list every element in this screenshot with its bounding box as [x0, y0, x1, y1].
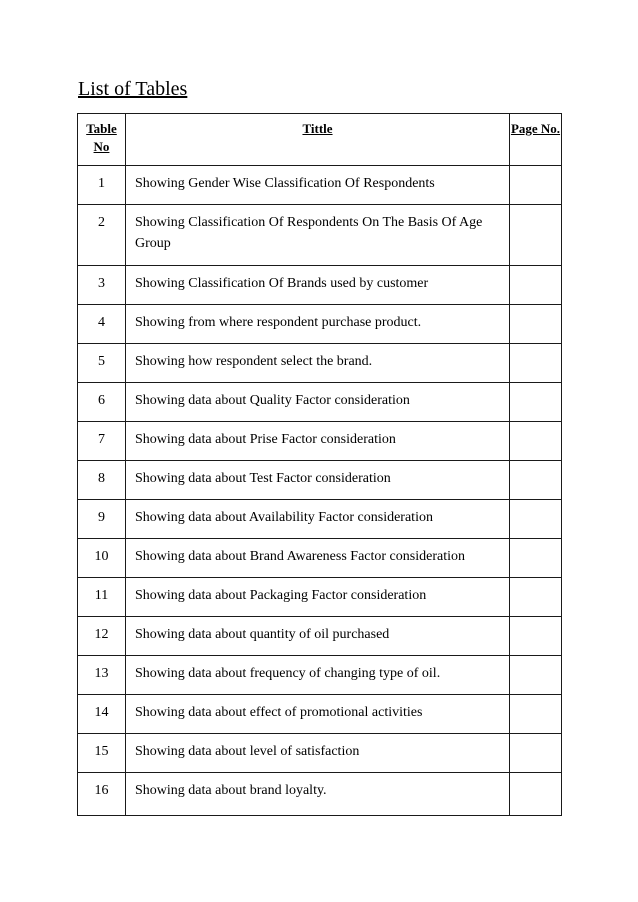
- page-number-cell: [510, 166, 562, 205]
- table-row: [78, 500, 562, 539]
- table-title-cell: Showing data about Packaging Factor consideration: [126, 578, 510, 617]
- table-number-cell: 15: [78, 734, 126, 773]
- table-number-cell: 10: [78, 539, 126, 578]
- table-title-cell: Showing from where respondent purchase product.: [126, 305, 510, 344]
- page-number-cell: [510, 205, 562, 266]
- table-number-cell: 5: [78, 344, 126, 383]
- page-number-cell: [510, 695, 562, 734]
- page-number-cell: [510, 617, 562, 656]
- table-number-cell: 7: [78, 422, 126, 461]
- page-number-cell: [510, 773, 562, 816]
- table-title-cell: Showing data about brand loyalty.: [126, 773, 510, 816]
- table-row: [78, 205, 562, 266]
- table-title-cell: Showing Gender Wise Classification Of Respondents: [126, 166, 510, 205]
- table-row: [78, 539, 562, 578]
- table-number-cell: 1: [78, 166, 126, 205]
- table-title-cell: Showing Classification Of Respondents On The Basis Of Age Group: [126, 205, 510, 266]
- table-title-cell: Showing data about Quality Factor consideration: [126, 383, 510, 422]
- table-number-cell: 13: [78, 656, 126, 695]
- table-row: [78, 734, 562, 773]
- table-number-cell: 6: [78, 383, 126, 422]
- page-number-cell: [510, 734, 562, 773]
- page-title: List of Tables: [78, 78, 188, 100]
- table-title-cell: Showing data about effect of promotional activities: [126, 695, 510, 734]
- table-title-cell: Showing data about Test Factor consideration: [126, 461, 510, 500]
- page-number-cell: [510, 578, 562, 617]
- table-title-cell: Showing data about frequency of changing type of oil.: [126, 656, 510, 695]
- table-row: [78, 695, 562, 734]
- table-number-cell: 11: [78, 578, 126, 617]
- table-title-cell: Showing data about quantity of oil purchased: [126, 617, 510, 656]
- page-number-cell: [510, 500, 562, 539]
- table-row: [78, 617, 562, 656]
- page-number-cell: [510, 539, 562, 578]
- list-of-tables-table: [77, 113, 562, 816]
- page-number-cell: [510, 656, 562, 695]
- table-number-cell: 3: [78, 266, 126, 305]
- page-number-cell: [510, 305, 562, 344]
- table-row: [78, 461, 562, 500]
- page-number-cell: [510, 383, 562, 422]
- table-number-cell: 8: [78, 461, 126, 500]
- table-title-cell: Showing data about Brand Awareness Factor consideration: [126, 539, 510, 578]
- table-header-row: [78, 114, 562, 166]
- table-title-cell: Showing data about level of satisfaction: [126, 734, 510, 773]
- table-title-cell: Showing how respondent select the brand.: [126, 344, 510, 383]
- table-title-cell: Showing data about Availability Factor consideration: [126, 500, 510, 539]
- table-row: [78, 422, 562, 461]
- table-row: [78, 773, 562, 816]
- table-number-cell: 4: [78, 305, 126, 344]
- table-number-cell: 2: [78, 205, 126, 266]
- page-number-cell: [510, 344, 562, 383]
- table-row: [78, 383, 562, 422]
- table-row: [78, 305, 562, 344]
- page-number-cell: [510, 422, 562, 461]
- table-title-cell: Showing Classification Of Brands used by customer: [126, 266, 510, 305]
- header-title: Tittle: [126, 114, 510, 166]
- table-number-cell: 16: [78, 773, 126, 816]
- header-table-no: Table No: [78, 114, 126, 166]
- header-page-no: Page No.: [510, 114, 562, 166]
- table-row: [78, 344, 562, 383]
- table-number-cell: 14: [78, 695, 126, 734]
- table-row: [78, 166, 562, 205]
- table-number-cell: 9: [78, 500, 126, 539]
- table-row: [78, 266, 562, 305]
- page-number-cell: [510, 461, 562, 500]
- table-title-cell: Showing data about Prise Factor consideration: [126, 422, 510, 461]
- page-number-cell: [510, 266, 562, 305]
- table-row: [78, 578, 562, 617]
- table-row: [78, 656, 562, 695]
- table-number-cell: 12: [78, 617, 126, 656]
